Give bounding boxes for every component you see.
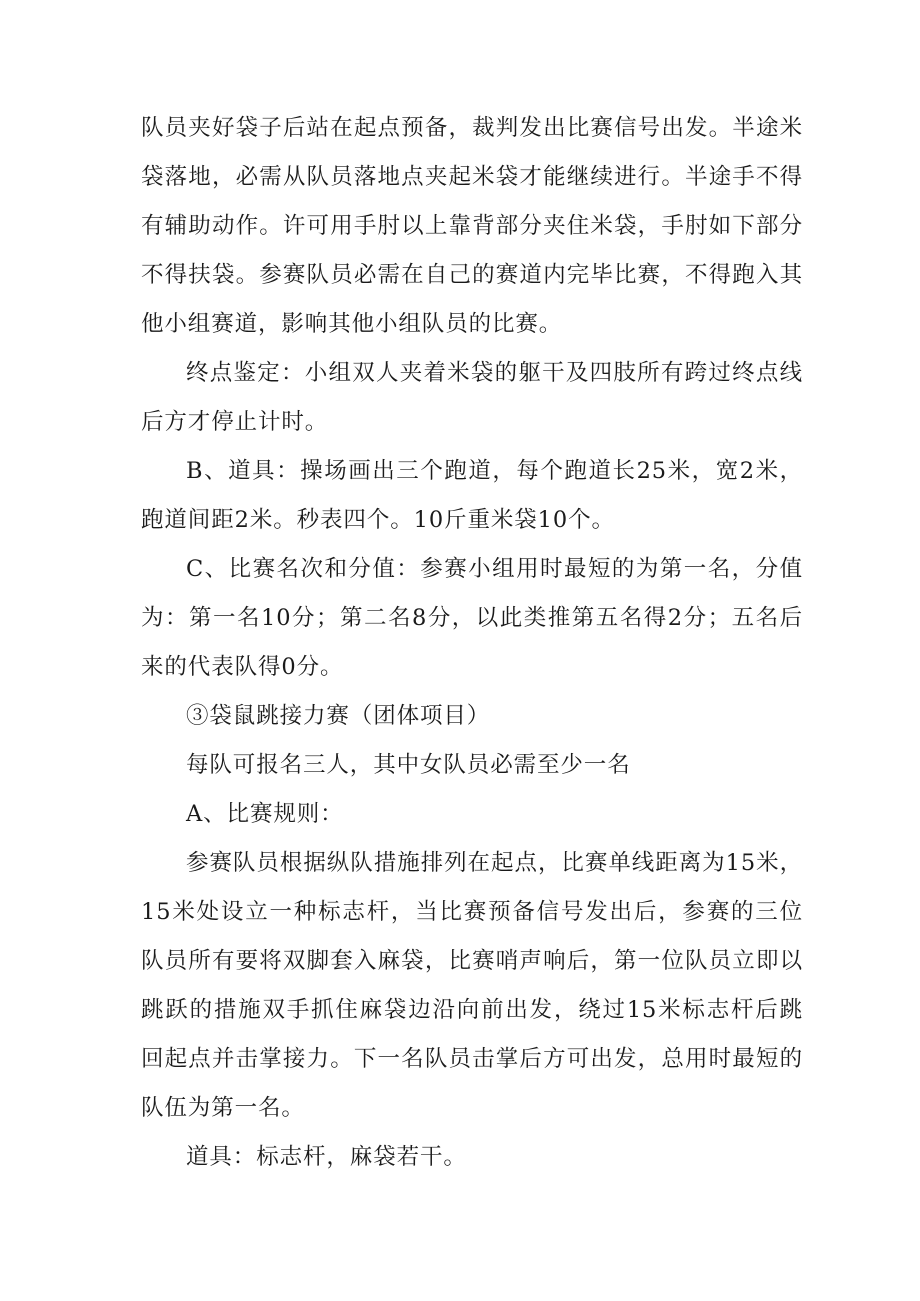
paragraph-equipment-b: B、道具：操场画出三个跑道，每个跑道长25米，宽2米，跑道间距2米。秒表四个。10斤重米袋10个。 bbox=[141, 458, 803, 533]
paragraph-equipment-list: 道具：标志杆，麻袋若干。 bbox=[186, 1144, 467, 1170]
paragraph-ranking-scores: C、比赛名次和分值：参赛小组用时最短的为第一名，分值为：第一名10分；第二名8分，以此类推第五名得2分；五名后来的代表队得0分。 bbox=[141, 556, 803, 680]
document-body bbox=[141, 104, 803, 1182]
subheading-competition-rules: A、比赛规则： bbox=[186, 801, 344, 827]
section-heading-kangaroo-relay: ③袋鼠跳接力赛（团体项目） bbox=[186, 703, 491, 729]
paragraph-team-registration: 每队可报名三人，其中女队员必需至少一名 bbox=[186, 752, 631, 778]
paragraph-relay-rules-continued: 队员夹好袋子后站在起点预备，裁判发出比赛信号出发。半途米袋落地，必需从队员落地点夹起米袋才能继续进行。半途手不得有辅助动作。许可用手肘以上靠背部分夹住米袋，手肘如下部分不得扶袋。参赛队员必需在自己的赛道内完毕比赛，不得跑入其他小组赛道，影响其他小组队员的比赛。 bbox=[141, 115, 803, 337]
paragraph-kangaroo-rules: 参赛队员根据纵队措施排列在起点，比赛单线距离为15米，15米处设立一种标志杆，当比赛预备信号发出后，参赛的三位队员所有要将双脚套入麻袋，比赛哨声响后，第一位队员立即以跳跃的措施双手抓住麻袋边沿向前出发，绕过15米标志杆后跳回起点并击掌接力。下一名队员击掌后方可出发，总用时最短的队伍为第一名。 bbox=[141, 850, 803, 1121]
paragraph-finish-judging: 终点鉴定：小组双人夹着米袋的躯干及四肢所有跨过终点线后方才停止计时。 bbox=[141, 360, 803, 435]
